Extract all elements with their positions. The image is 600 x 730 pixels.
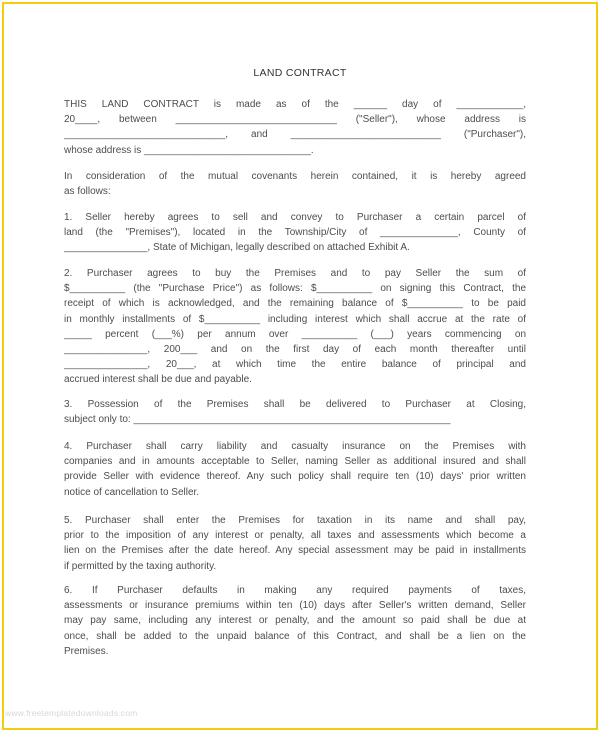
paragraph-4 xyxy=(64,439,526,500)
consideration-paragraph xyxy=(64,169,526,199)
paragraph-4-line: provide Seller with evidence thereof. Any such policy shall require ten (10) days' prior written xyxy=(64,471,526,483)
intro-line: whose address is ______________________________. xyxy=(64,144,314,156)
paragraph-2-line: receipt of which is acknowledged, and the remaining balance of $__________ to be paid xyxy=(64,298,526,310)
paragraph-6-line: assessments or insurance premiums within ten (10) days after Seller's written demand, Seller xyxy=(64,600,526,612)
paragraph-3 xyxy=(64,397,526,427)
paragraph-6 xyxy=(64,583,526,659)
paragraph-5-line: if permitted by the taxing authority. xyxy=(64,560,217,572)
paragraph-5-line: prior to the imposition of any interest or penalty, all taxes and assessments which become a xyxy=(64,530,526,542)
document-title: LAND CONTRACT xyxy=(253,67,347,79)
paragraph-6-line: 6. If Purchaser defaults in making any required payments of taxes, xyxy=(64,585,526,596)
paragraph-2-line: _______________, 200___ and on the first day of each month thereafter until xyxy=(64,343,526,355)
paragraph-6-line: once, shall be added to the unpaid balance of this Contract, and shall be a lien on the xyxy=(64,630,526,642)
paragraph-2-line: $__________ (the "Purchase Price") as follows: $__________ on signing this Contract, the xyxy=(64,283,526,295)
paragraph-2-line: accrued interest shall be due and payable. xyxy=(64,374,252,386)
paragraph-1-line: _______________, State of Michigan, legally described on attached Exhibit A. xyxy=(64,242,410,254)
paragraph-2 xyxy=(64,266,526,388)
paragraph-5 xyxy=(64,513,526,574)
paragraph-6-line: Premises. xyxy=(64,645,109,657)
paragraph-4-line: notice of cancellation to Seller. xyxy=(64,486,200,498)
paragraph-3-line: subject only to: _________________________________________________________ xyxy=(64,414,451,426)
intro-line: THIS LAND CONTRACT is made as of the ______ day of ____________, xyxy=(64,99,526,110)
paragraph-5-line: 5. Purchaser shall enter the Premises for taxation in its name and shall pay, xyxy=(64,515,526,526)
consideration-line: as follows: xyxy=(64,186,111,198)
paragraph-5-line: lien on the Premises after the date hereof. Any special assessment may be paid in installments xyxy=(64,545,526,557)
intro-line: _____________________________, and ___________________________ ("Purchaser"), xyxy=(64,129,526,141)
intro-paragraph xyxy=(64,97,526,158)
paragraph-2-line: in monthly installments of $__________ including interest which shall accrue at the rate of xyxy=(64,313,526,325)
watermark: www.freetemplatedownloads.com xyxy=(5,708,138,718)
paragraph-4-line: 4. Purchaser shall carry liability and casualty insurance on the Premises with xyxy=(64,441,526,452)
paragraph-1-line: 1. Seller hereby agrees to sell and convey to Purchaser a certain parcel of xyxy=(64,212,526,223)
paragraph-3-line: 3. Possession of the Premises shall be delivered to Purchaser at Closing, xyxy=(64,399,526,410)
paragraph-2-line: 2. Purchaser agrees to buy the Premises and to pay Seller the sum of xyxy=(64,268,526,279)
paragraph-1 xyxy=(64,210,526,256)
paragraph-4-line: companies and in amounts acceptable to Seller, naming Seller as additional insured and shall xyxy=(64,456,526,468)
paragraph-2-line: _______________, 20___, at which time the entire balance of principal and xyxy=(64,359,526,371)
paragraph-6-line: may pay same, including any interest or penalty, and the amount so paid shall be due at xyxy=(64,615,526,627)
paragraph-1-line: land (the "Premises"), located in the Township/City of ______________, County of xyxy=(64,227,526,239)
consideration-line: In consideration of the mutual covenants herein contained, it is hereby agreed xyxy=(64,171,526,182)
paragraph-2-line: _____ percent (___%) per annum over __________ (___) years commencing on xyxy=(64,328,526,340)
intro-line: 20____, between _____________________________ ("Seller"), whose address is xyxy=(64,114,526,126)
